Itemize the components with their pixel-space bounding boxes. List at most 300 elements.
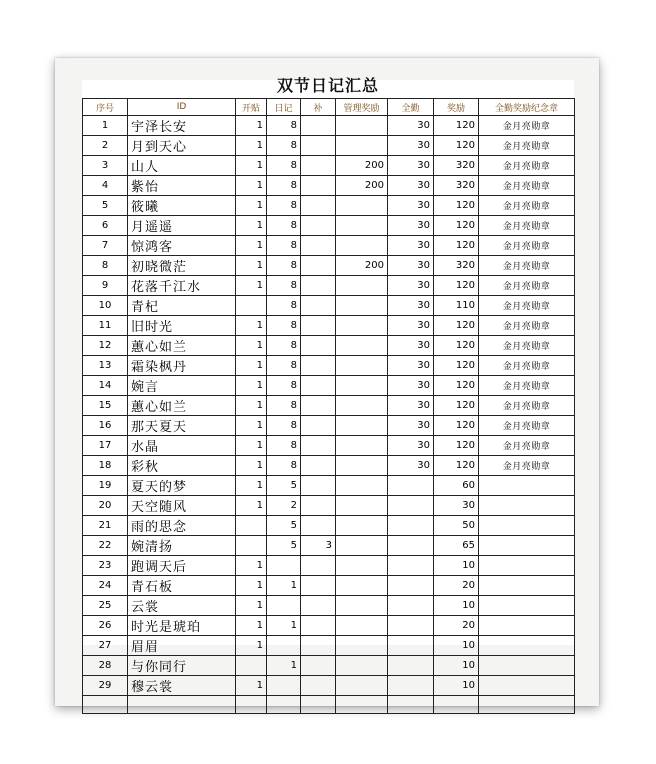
table-row <box>83 376 575 396</box>
cell-index: 10 <box>83 296 128 316</box>
cell-index: 7 <box>83 236 128 256</box>
cell-post: 1 <box>236 176 267 196</box>
cell-attendance <box>388 496 434 516</box>
cell-medal <box>479 496 575 516</box>
cell-makeup <box>301 476 336 496</box>
cell-post: 1 <box>236 436 267 456</box>
cell-index: 8 <box>83 256 128 276</box>
cell-medal: 金月亮勋章 <box>479 456 575 476</box>
cell-post: 1 <box>236 396 267 416</box>
cell-reward: 120 <box>434 136 479 156</box>
cell-diary: 8 <box>267 296 301 316</box>
cell-index: 17 <box>83 436 128 456</box>
cell-reward: 65 <box>434 536 479 556</box>
cell-id: 旧时光 <box>128 316 236 336</box>
cell-admin-reward <box>336 296 388 316</box>
cell-index: 23 <box>83 556 128 576</box>
cell-post <box>236 296 267 316</box>
cell-reward: 120 <box>434 376 479 396</box>
cell-id: 青石板 <box>128 576 236 596</box>
header-cell-post: 开贴 <box>236 99 267 116</box>
cell-medal <box>479 576 575 596</box>
cell-makeup: 3 <box>301 536 336 556</box>
cell-admin-reward <box>336 116 388 136</box>
cell-index: 20 <box>83 496 128 516</box>
cell-index: 4 <box>83 176 128 196</box>
cell-attendance: 30 <box>388 316 434 336</box>
cell-attendance: 30 <box>388 396 434 416</box>
cell-index: 13 <box>83 356 128 376</box>
table-row <box>83 676 575 696</box>
header-cell-attendance: 全勤 <box>388 99 434 116</box>
cell-admin-reward <box>336 396 388 416</box>
cell-admin-reward <box>336 276 388 296</box>
cell-index: 29 <box>83 676 128 696</box>
table-row <box>83 516 575 536</box>
cell-diary <box>267 556 301 576</box>
cell-admin-reward <box>336 676 388 696</box>
cell-makeup <box>301 156 336 176</box>
table-row <box>83 596 575 616</box>
header-cell-medal: 全勤奖励纪念章 <box>479 99 575 116</box>
cell-attendance: 30 <box>388 116 434 136</box>
cell-post: 1 <box>236 616 267 636</box>
cell-post <box>236 536 267 556</box>
cell-reward: 320 <box>434 256 479 276</box>
cell-makeup <box>301 236 336 256</box>
cell-admin-reward <box>336 136 388 156</box>
cell-post: 1 <box>236 116 267 136</box>
cell-makeup <box>301 516 336 536</box>
cell-medal: 金月亮勋章 <box>479 356 575 376</box>
cell-reward: 110 <box>434 296 479 316</box>
cell-id: 穆云裳 <box>128 676 236 696</box>
cell-diary <box>267 636 301 656</box>
cell-id: 蕙心如兰 <box>128 396 236 416</box>
cell-index: 5 <box>83 196 128 216</box>
cell-reward: 30 <box>434 496 479 516</box>
cell-medal: 金月亮勋章 <box>479 336 575 356</box>
table-row <box>83 136 575 156</box>
header-cell-makeup: 补 <box>301 99 336 116</box>
cell-admin-reward: 200 <box>336 176 388 196</box>
cell-attendance: 30 <box>388 176 434 196</box>
cell-index: 28 <box>83 656 128 676</box>
cell-diary: 8 <box>267 416 301 436</box>
table-row <box>83 356 575 376</box>
cell-admin-reward <box>336 576 388 596</box>
cell-admin-reward <box>336 636 388 656</box>
cell-id: 眉眉 <box>128 636 236 656</box>
cell-makeup <box>301 376 336 396</box>
cell-diary: 8 <box>267 456 301 476</box>
cell-reward: 20 <box>434 576 479 596</box>
cell-reward: 20 <box>434 616 479 636</box>
cell-index: 6 <box>83 216 128 236</box>
cell-attendance <box>388 516 434 536</box>
cell-makeup <box>301 496 336 516</box>
cell-diary: 1 <box>267 656 301 676</box>
cell-index: 9 <box>83 276 128 296</box>
cell-admin-reward <box>336 496 388 516</box>
cell-diary: 1 <box>267 616 301 636</box>
cell-medal: 金月亮勋章 <box>479 316 575 336</box>
cell-post: 1 <box>236 156 267 176</box>
cell-index: 21 <box>83 516 128 536</box>
cell-medal: 金月亮勋章 <box>479 256 575 276</box>
cell-makeup <box>301 596 336 616</box>
cell-post: 1 <box>236 136 267 156</box>
cell-empty <box>267 696 301 714</box>
cell-diary: 1 <box>267 576 301 596</box>
cell-admin-reward <box>336 596 388 616</box>
cell-index: 1 <box>83 116 128 136</box>
cell-medal: 金月亮勋章 <box>479 416 575 436</box>
cell-diary: 8 <box>267 316 301 336</box>
sheet-title: 双节日记汇总 <box>276 76 379 95</box>
cell-empty <box>128 696 236 714</box>
cell-post: 1 <box>236 196 267 216</box>
cell-empty <box>388 696 434 714</box>
cell-makeup <box>301 616 336 636</box>
cell-makeup <box>301 556 336 576</box>
cell-attendance: 30 <box>388 136 434 156</box>
cell-index: 27 <box>83 636 128 656</box>
cell-id: 婉言 <box>128 376 236 396</box>
header-cell-reward: 奖励 <box>434 99 479 116</box>
cell-makeup <box>301 176 336 196</box>
cell-makeup <box>301 256 336 276</box>
table-row <box>83 436 575 456</box>
cell-id: 月到天心 <box>128 136 236 156</box>
cell-reward: 120 <box>434 316 479 336</box>
cell-id: 云裳 <box>128 596 236 616</box>
table-row <box>83 416 575 436</box>
spreadsheet-sheet <box>82 76 574 695</box>
table-row <box>83 256 575 276</box>
table-row <box>83 316 575 336</box>
cell-admin-reward <box>336 536 388 556</box>
table-row <box>83 216 575 236</box>
cell-id: 天空随风 <box>128 496 236 516</box>
cell-diary: 8 <box>267 436 301 456</box>
cell-id: 初晓微茫 <box>128 256 236 276</box>
cell-index: 3 <box>83 156 128 176</box>
cell-diary: 8 <box>267 136 301 156</box>
cell-reward: 10 <box>434 636 479 656</box>
table-row <box>83 176 575 196</box>
cell-makeup <box>301 416 336 436</box>
cell-makeup <box>301 356 336 376</box>
cell-diary: 8 <box>267 176 301 196</box>
cell-empty <box>434 696 479 714</box>
cell-makeup <box>301 196 336 216</box>
cell-medal: 金月亮勋章 <box>479 376 575 396</box>
cell-medal: 金月亮勋章 <box>479 216 575 236</box>
cell-id: 与你同行 <box>128 656 236 676</box>
cell-medal: 金月亮勋章 <box>479 156 575 176</box>
cell-attendance <box>388 596 434 616</box>
cell-diary: 8 <box>267 336 301 356</box>
cell-attendance <box>388 656 434 676</box>
cell-medal: 金月亮勋章 <box>479 176 575 196</box>
cell-admin-reward: 200 <box>336 256 388 276</box>
cell-medal <box>479 516 575 536</box>
cell-medal <box>479 536 575 556</box>
cell-medal <box>479 476 575 496</box>
cell-post: 1 <box>236 496 267 516</box>
cell-diary: 8 <box>267 376 301 396</box>
cell-diary: 8 <box>267 116 301 136</box>
table-row <box>83 656 575 676</box>
cell-post: 1 <box>236 676 267 696</box>
cell-reward: 10 <box>434 596 479 616</box>
cell-admin-reward <box>336 216 388 236</box>
cell-reward: 320 <box>434 156 479 176</box>
cell-post: 1 <box>236 276 267 296</box>
cell-admin-reward <box>336 476 388 496</box>
cell-admin-reward <box>336 316 388 336</box>
cell-admin-reward <box>336 376 388 396</box>
cell-reward: 50 <box>434 516 479 536</box>
cell-reward: 120 <box>434 116 479 136</box>
cell-reward: 120 <box>434 236 479 256</box>
cell-reward: 120 <box>434 276 479 296</box>
cell-medal <box>479 616 575 636</box>
cell-makeup <box>301 316 336 336</box>
summary-table <box>82 98 575 714</box>
cell-admin-reward <box>336 436 388 456</box>
cell-attendance <box>388 556 434 576</box>
cell-admin-reward: 200 <box>336 156 388 176</box>
table-row <box>83 296 575 316</box>
cell-admin-reward <box>336 656 388 676</box>
cell-index: 25 <box>83 596 128 616</box>
cell-id: 山人 <box>128 156 236 176</box>
cell-attendance <box>388 476 434 496</box>
cell-reward: 320 <box>434 176 479 196</box>
cell-attendance: 30 <box>388 376 434 396</box>
cell-post: 1 <box>236 596 267 616</box>
cell-admin-reward <box>336 456 388 476</box>
cell-id: 夏天的梦 <box>128 476 236 496</box>
cell-makeup <box>301 456 336 476</box>
cell-id: 水晶 <box>128 436 236 456</box>
cell-makeup <box>301 296 336 316</box>
cell-diary: 2 <box>267 496 301 516</box>
cell-post: 1 <box>236 336 267 356</box>
cell-makeup <box>301 676 336 696</box>
cell-id: 紫怡 <box>128 176 236 196</box>
cell-index: 11 <box>83 316 128 336</box>
header-cell-id: ID <box>128 99 236 116</box>
table-row <box>83 116 575 136</box>
cell-diary: 8 <box>267 356 301 376</box>
cell-makeup <box>301 436 336 456</box>
cell-attendance: 30 <box>388 196 434 216</box>
cell-diary <box>267 676 301 696</box>
cell-attendance: 30 <box>388 236 434 256</box>
cell-diary: 5 <box>267 536 301 556</box>
table-row <box>83 536 575 556</box>
table-row-partial <box>83 696 575 714</box>
cell-reward: 60 <box>434 476 479 496</box>
header-row <box>83 99 575 116</box>
table-row <box>83 616 575 636</box>
cell-medal: 金月亮勋章 <box>479 296 575 316</box>
cell-medal: 金月亮勋章 <box>479 396 575 416</box>
cell-reward: 10 <box>434 676 479 696</box>
cell-id: 婉清扬 <box>128 536 236 556</box>
cell-diary: 5 <box>267 516 301 536</box>
cell-id: 霜染枫丹 <box>128 356 236 376</box>
cell-index: 26 <box>83 616 128 636</box>
cell-admin-reward <box>336 356 388 376</box>
cell-attendance: 30 <box>388 256 434 276</box>
cell-medal: 金月亮勋章 <box>479 436 575 456</box>
cell-attendance: 30 <box>388 336 434 356</box>
cell-reward: 10 <box>434 656 479 676</box>
cell-medal: 金月亮勋章 <box>479 196 575 216</box>
cell-attendance: 30 <box>388 296 434 316</box>
table-row <box>83 576 575 596</box>
cell-diary: 8 <box>267 196 301 216</box>
cell-makeup <box>301 336 336 356</box>
header-cell-index: 序号 <box>83 99 128 116</box>
cell-makeup <box>301 396 336 416</box>
cell-reward: 10 <box>434 556 479 576</box>
table-row <box>83 396 575 416</box>
cell-admin-reward <box>336 336 388 356</box>
cell-diary: 8 <box>267 236 301 256</box>
cell-medal <box>479 656 575 676</box>
cell-post <box>236 656 267 676</box>
cell-post: 1 <box>236 376 267 396</box>
cell-id: 宇泽长安 <box>128 116 236 136</box>
table-row <box>83 456 575 476</box>
cell-medal: 金月亮勋章 <box>479 136 575 156</box>
table-row <box>83 236 575 256</box>
cell-index: 16 <box>83 416 128 436</box>
cell-post: 1 <box>236 556 267 576</box>
cell-post: 1 <box>236 576 267 596</box>
cell-medal <box>479 556 575 576</box>
cell-post: 1 <box>236 356 267 376</box>
cell-post: 1 <box>236 236 267 256</box>
cell-post: 1 <box>236 476 267 496</box>
cell-admin-reward <box>336 616 388 636</box>
cell-attendance <box>388 636 434 656</box>
cell-reward: 120 <box>434 456 479 476</box>
cell-admin-reward <box>336 196 388 216</box>
cell-index: 15 <box>83 396 128 416</box>
cell-post: 1 <box>236 216 267 236</box>
cell-medal <box>479 636 575 656</box>
cell-attendance: 30 <box>388 216 434 236</box>
cell-makeup <box>301 136 336 156</box>
cell-post: 1 <box>236 636 267 656</box>
cell-attendance <box>388 576 434 596</box>
table-row <box>83 196 575 216</box>
cell-admin-reward <box>336 516 388 536</box>
cell-attendance: 30 <box>388 276 434 296</box>
cell-id: 跑调天后 <box>128 556 236 576</box>
cell-diary: 8 <box>267 256 301 276</box>
cell-id: 彩秋 <box>128 456 236 476</box>
cell-medal: 金月亮勋章 <box>479 276 575 296</box>
table-row <box>83 276 575 296</box>
cell-reward: 120 <box>434 416 479 436</box>
header-cell-diary: 日记 <box>267 99 301 116</box>
table-row <box>83 336 575 356</box>
cell-makeup <box>301 576 336 596</box>
cell-empty <box>479 696 575 714</box>
cell-diary: 8 <box>267 396 301 416</box>
cell-id: 花落千江水 <box>128 276 236 296</box>
cell-empty <box>236 696 267 714</box>
cell-makeup <box>301 276 336 296</box>
cell-post: 1 <box>236 456 267 476</box>
cell-index: 2 <box>83 136 128 156</box>
cell-diary <box>267 596 301 616</box>
cell-diary: 8 <box>267 216 301 236</box>
cell-reward: 120 <box>434 436 479 456</box>
cell-id: 青杞 <box>128 296 236 316</box>
cell-makeup <box>301 116 336 136</box>
cell-attendance: 30 <box>388 156 434 176</box>
cell-id: 那天夏天 <box>128 416 236 436</box>
cell-medal <box>479 676 575 696</box>
cell-index: 22 <box>83 536 128 556</box>
cell-attendance: 30 <box>388 416 434 436</box>
cell-empty <box>336 696 388 714</box>
cell-admin-reward <box>336 416 388 436</box>
cell-attendance: 30 <box>388 456 434 476</box>
cell-attendance: 30 <box>388 436 434 456</box>
cell-id: 雨的思念 <box>128 516 236 536</box>
table-row <box>83 556 575 576</box>
cell-medal: 金月亮勋章 <box>479 236 575 256</box>
cell-reward: 120 <box>434 356 479 376</box>
cell-index: 18 <box>83 456 128 476</box>
cell-empty <box>83 696 128 714</box>
cell-makeup <box>301 216 336 236</box>
table-row <box>83 496 575 516</box>
cell-id: 筱曦 <box>128 196 236 216</box>
cell-admin-reward <box>336 556 388 576</box>
cell-empty <box>301 696 336 714</box>
cell-post <box>236 516 267 536</box>
cell-id: 时光是琥珀 <box>128 616 236 636</box>
cell-diary: 8 <box>267 276 301 296</box>
cell-diary: 5 <box>267 476 301 496</box>
cell-makeup <box>301 656 336 676</box>
cell-medal: 金月亮勋章 <box>479 116 575 136</box>
cell-attendance <box>388 676 434 696</box>
cell-attendance <box>388 536 434 556</box>
cell-medal <box>479 596 575 616</box>
cell-diary: 8 <box>267 156 301 176</box>
table-row <box>83 636 575 656</box>
cell-index: 19 <box>83 476 128 496</box>
cell-index: 24 <box>83 576 128 596</box>
table-body <box>83 116 575 714</box>
table-row <box>83 476 575 496</box>
cell-reward: 120 <box>434 216 479 236</box>
cell-post: 1 <box>236 256 267 276</box>
cell-post: 1 <box>236 316 267 336</box>
cell-index: 14 <box>83 376 128 396</box>
